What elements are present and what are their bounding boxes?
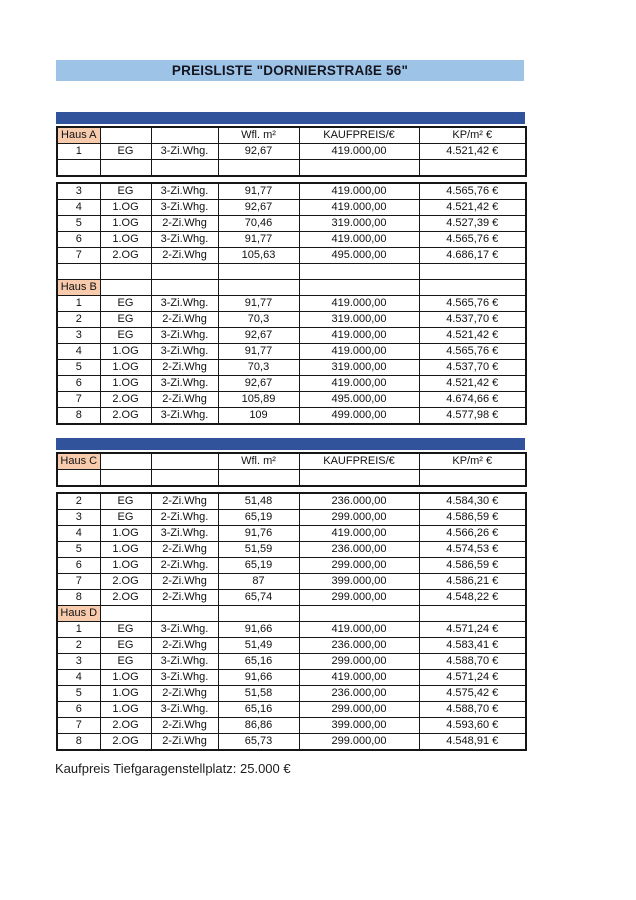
- price-per-sqm: 4.574,53 €: [419, 542, 526, 558]
- apartment-row: [57, 686, 526, 702]
- purchase-price: 419.000,00: [299, 200, 419, 216]
- price-per-sqm: 4.686,17 €: [419, 248, 526, 264]
- floor: 2.OG: [100, 734, 151, 751]
- apartment-no: 1: [57, 144, 100, 160]
- purchase-price: 236.000,00: [299, 493, 419, 510]
- area-sqm: 109: [218, 408, 299, 425]
- purchase-price: [299, 470, 419, 487]
- apartment-no: 2: [57, 638, 100, 654]
- apartment-no: 3: [57, 328, 100, 344]
- apartment-type: 3-Zi.Whg.: [151, 702, 218, 718]
- price-grid-segment: [56, 182, 527, 425]
- area-sqm: [218, 470, 299, 487]
- price-per-sqm: 4.586,59 €: [419, 558, 526, 574]
- purchase-price: 299.000,00: [299, 510, 419, 526]
- floor: 2.OG: [100, 718, 151, 734]
- apartment-row: [57, 183, 526, 200]
- apartment-row: [57, 216, 526, 232]
- price-per-sqm: 4.593,60 €: [419, 718, 526, 734]
- apartment-type: 3-Zi.Whg.: [151, 296, 218, 312]
- price-per-sqm: 4.586,59 €: [419, 510, 526, 526]
- price-per-sqm: 4.583,41 €: [419, 638, 526, 654]
- apartment-row: [57, 702, 526, 718]
- page-title: PREISLISTE "DORNIERSTRAßE 56": [56, 60, 524, 81]
- area-sqm: 65,19: [218, 510, 299, 526]
- apartment-type: [151, 160, 218, 177]
- price-per-sqm: 4.537,70 €: [419, 360, 526, 376]
- area-sqm: 91,77: [218, 183, 299, 200]
- empty-row: [57, 160, 526, 177]
- floor: 1.OG: [100, 542, 151, 558]
- apartment-no: 6: [57, 376, 100, 392]
- purchase-price: 319.000,00: [299, 216, 419, 232]
- price-per-sqm: 4.548,91 €: [419, 734, 526, 751]
- floor: 1.OG: [100, 376, 151, 392]
- area-sqm-header: Wfl. m²: [218, 453, 299, 470]
- floor: EG: [100, 296, 151, 312]
- area-sqm: 87: [218, 574, 299, 590]
- area-sqm: 86,86: [218, 718, 299, 734]
- price-per-sqm: 4.565,76 €: [419, 183, 526, 200]
- apartment-no: 8: [57, 590, 100, 606]
- price-per-sqm: 4.527,39 €: [419, 216, 526, 232]
- apartment-no: 7: [57, 574, 100, 590]
- floor-header: [100, 127, 151, 144]
- price-per-sqm: 4.521,42 €: [419, 376, 526, 392]
- purchase-price: 495.000,00: [299, 392, 419, 408]
- purchase-price: [299, 160, 419, 177]
- area-sqm: 65,16: [218, 654, 299, 670]
- floor: EG: [100, 328, 151, 344]
- apartment-type-header: [151, 127, 218, 144]
- apartment-no: 7: [57, 248, 100, 264]
- area-sqm: [218, 160, 299, 177]
- purchase-price: [299, 280, 419, 296]
- area-sqm: [218, 606, 299, 622]
- apartment-type: 3-Zi.Whg.: [151, 200, 218, 216]
- purchase-price: 319.000,00: [299, 312, 419, 328]
- area-sqm: 91,66: [218, 622, 299, 638]
- purchase-price: 299.000,00: [299, 654, 419, 670]
- apartment-type: 2-Zi.Whg: [151, 590, 218, 606]
- apartment-type: 3-Zi.Whg.: [151, 408, 218, 425]
- floor: 1.OG: [100, 360, 151, 376]
- price-per-sqm: 4.537,70 €: [419, 312, 526, 328]
- price-per-sqm: 4.588,70 €: [419, 702, 526, 718]
- area-sqm: 92,67: [218, 200, 299, 216]
- apartment-row: [57, 558, 526, 574]
- apartment-no: 5: [57, 360, 100, 376]
- area-sqm: 105,63: [218, 248, 299, 264]
- price-per-sqm: 4.548,22 €: [419, 590, 526, 606]
- apartment-type: 3-Zi.Whg.: [151, 670, 218, 686]
- price-per-sqm-header: KP/m² €: [419, 127, 526, 144]
- apartment-type: 2-Zi.Whg: [151, 542, 218, 558]
- area-sqm: 92,67: [218, 328, 299, 344]
- apartment-type-header: [151, 453, 218, 470]
- floor: [100, 280, 151, 296]
- apartment-no: 8: [57, 734, 100, 751]
- apartment-no: [57, 160, 100, 177]
- area-sqm: 65,73: [218, 734, 299, 751]
- area-sqm: 51,48: [218, 493, 299, 510]
- apartment-no: [57, 264, 100, 280]
- purchase-price: 419.000,00: [299, 670, 419, 686]
- apartment-row: [57, 526, 526, 542]
- apartment-row: [57, 590, 526, 606]
- floor: EG: [100, 144, 151, 160]
- area-sqm: 51,58: [218, 686, 299, 702]
- apartment-type: 2-Zi.Whg.: [151, 510, 218, 526]
- area-sqm: 105,89: [218, 392, 299, 408]
- area-sqm: [218, 280, 299, 296]
- price-per-sqm: 4.575,42 €: [419, 686, 526, 702]
- apartment-no: 3: [57, 510, 100, 526]
- apartment-row: [57, 232, 526, 248]
- section-row-haus-b: [57, 280, 526, 296]
- price-per-sqm: 4.565,76 €: [419, 232, 526, 248]
- floor: 2.OG: [100, 248, 151, 264]
- area-sqm: 70,3: [218, 312, 299, 328]
- apartment-no: 6: [57, 558, 100, 574]
- price-per-sqm: 4.674,66 €: [419, 392, 526, 408]
- apartment-no: 7: [57, 718, 100, 734]
- floor: [100, 470, 151, 487]
- apartment-type: [151, 280, 218, 296]
- apartment-row: [57, 392, 526, 408]
- price-per-sqm: [419, 160, 526, 177]
- apartment-no: 3: [57, 183, 100, 200]
- apartment-no: 4: [57, 344, 100, 360]
- apartment-row: [57, 493, 526, 510]
- apartment-type: 3-Zi.Whg.: [151, 344, 218, 360]
- purchase-price: 419.000,00: [299, 376, 419, 392]
- floor: 1.OG: [100, 526, 151, 542]
- haus-label: Haus B: [57, 280, 100, 296]
- apartment-row: [57, 248, 526, 264]
- price-per-sqm: [419, 470, 526, 487]
- price-per-sqm: 4.521,42 €: [419, 328, 526, 344]
- price-per-sqm: 4.588,70 €: [419, 654, 526, 670]
- apartment-row: [57, 734, 526, 751]
- purchase-price: 419.000,00: [299, 296, 419, 312]
- apartment-no: 3: [57, 654, 100, 670]
- floor: EG: [100, 183, 151, 200]
- apartment-type: 2-Zi.Whg: [151, 493, 218, 510]
- price-per-sqm: 4.586,21 €: [419, 574, 526, 590]
- empty-row: [57, 470, 526, 487]
- apartment-row: [57, 670, 526, 686]
- area-sqm: 91,77: [218, 232, 299, 248]
- purchase-price: 419.000,00: [299, 183, 419, 200]
- purchase-price: 299.000,00: [299, 702, 419, 718]
- apartment-no: 4: [57, 200, 100, 216]
- apartment-type: 2-Zi.Whg: [151, 392, 218, 408]
- section-row-haus-d: [57, 606, 526, 622]
- purchase-price: 419.000,00: [299, 622, 419, 638]
- price-grid-segment: [56, 492, 527, 751]
- floor: 2.OG: [100, 574, 151, 590]
- apartment-row: [57, 622, 526, 638]
- apartment-type: 3-Zi.Whg.: [151, 232, 218, 248]
- floor: [100, 264, 151, 280]
- price-per-sqm: 4.584,30 €: [419, 493, 526, 510]
- price-per-sqm: 4.565,76 €: [419, 344, 526, 360]
- apartment-row: [57, 312, 526, 328]
- haus-label: Haus D: [57, 606, 100, 622]
- purchase-price: 419.000,00: [299, 328, 419, 344]
- purchase-price: [299, 264, 419, 280]
- price-per-sqm: 4.577,98 €: [419, 408, 526, 425]
- area-sqm: 92,67: [218, 144, 299, 160]
- apartment-no: 5: [57, 686, 100, 702]
- purchase-price: [299, 606, 419, 622]
- apartment-no: 5: [57, 542, 100, 558]
- price-per-sqm: 4.565,76 €: [419, 296, 526, 312]
- table-top-band: [56, 112, 525, 124]
- area-sqm-header: Wfl. m²: [218, 127, 299, 144]
- price-table-haus-c-d: [56, 438, 525, 751]
- apartment-type: 2-Zi.Whg: [151, 718, 218, 734]
- apartment-type: 3-Zi.Whg.: [151, 144, 218, 160]
- apartment-row: [57, 376, 526, 392]
- apartment-row: [57, 200, 526, 216]
- floor: 1.OG: [100, 200, 151, 216]
- purchase-price: 299.000,00: [299, 590, 419, 606]
- column-header-row: [57, 127, 526, 144]
- apartment-type: 2-Zi.Whg: [151, 574, 218, 590]
- purchase-price: 419.000,00: [299, 144, 419, 160]
- purchase-price-header: KAUFPREIS/€: [299, 453, 419, 470]
- area-sqm: 92,67: [218, 376, 299, 392]
- area-sqm: 91,66: [218, 670, 299, 686]
- price-per-sqm: [419, 606, 526, 622]
- floor-header: [100, 453, 151, 470]
- apartment-no: 1: [57, 296, 100, 312]
- floor: 1.OG: [100, 686, 151, 702]
- apartment-no: 8: [57, 408, 100, 425]
- apartment-type: 3-Zi.Whg.: [151, 654, 218, 670]
- price-per-sqm: 4.571,24 €: [419, 622, 526, 638]
- apartment-row: [57, 296, 526, 312]
- haus-label: Haus C: [57, 453, 100, 470]
- area-sqm: 91,77: [218, 344, 299, 360]
- apartment-row: [57, 510, 526, 526]
- floor: 1.OG: [100, 558, 151, 574]
- apartment-no: 6: [57, 232, 100, 248]
- area-sqm: 70,46: [218, 216, 299, 232]
- purchase-price: 299.000,00: [299, 558, 419, 574]
- apartment-type: 2-Zi.Whg: [151, 360, 218, 376]
- apartment-no: [57, 470, 100, 487]
- floor: 1.OG: [100, 344, 151, 360]
- floor: 1.OG: [100, 702, 151, 718]
- apartment-no: 2: [57, 312, 100, 328]
- apartment-row: [57, 360, 526, 376]
- purchase-price: 319.000,00: [299, 360, 419, 376]
- apartment-no: 6: [57, 702, 100, 718]
- area-sqm: 65,16: [218, 702, 299, 718]
- apartment-row: [57, 718, 526, 734]
- floor: 1.OG: [100, 670, 151, 686]
- empty-row: [57, 264, 526, 280]
- apartment-no: 2: [57, 493, 100, 510]
- floor: EG: [100, 493, 151, 510]
- price-per-sqm: 4.566,26 €: [419, 526, 526, 542]
- purchase-price: 399.000,00: [299, 718, 419, 734]
- floor: [100, 160, 151, 177]
- apartment-row: [57, 542, 526, 558]
- floor: 2.OG: [100, 408, 151, 425]
- floor: EG: [100, 510, 151, 526]
- apartment-row: [57, 408, 526, 425]
- purchase-price: 419.000,00: [299, 344, 419, 360]
- floor: EG: [100, 638, 151, 654]
- apartment-type: [151, 606, 218, 622]
- apartment-row: [57, 344, 526, 360]
- purchase-price: 419.000,00: [299, 232, 419, 248]
- haus-label: Haus A: [57, 127, 100, 144]
- purchase-price: 495.000,00: [299, 248, 419, 264]
- apartment-type: 3-Zi.Whg.: [151, 376, 218, 392]
- area-sqm: [218, 264, 299, 280]
- price-grid-segment: [56, 126, 527, 177]
- purchase-price: 299.000,00: [299, 734, 419, 751]
- garage-price-note: Kaufpreis Tiefgaragenstellplatz: 25.000 €: [55, 761, 291, 776]
- area-sqm: 51,49: [218, 638, 299, 654]
- price-per-sqm: 4.521,42 €: [419, 200, 526, 216]
- floor: 1.OG: [100, 216, 151, 232]
- purchase-price-header: KAUFPREIS/€: [299, 127, 419, 144]
- apartment-row: [57, 144, 526, 160]
- purchase-price: 499.000,00: [299, 408, 419, 425]
- floor: [100, 606, 151, 622]
- purchase-price: 236.000,00: [299, 638, 419, 654]
- apartment-no: 7: [57, 392, 100, 408]
- apartment-no: 5: [57, 216, 100, 232]
- table-top-band: [56, 438, 525, 450]
- apartment-type: 2-Zi.Whg: [151, 312, 218, 328]
- purchase-price: 399.000,00: [299, 574, 419, 590]
- apartment-row: [57, 574, 526, 590]
- area-sqm: 91,77: [218, 296, 299, 312]
- apartment-type: 2-Zi.Whg: [151, 216, 218, 232]
- purchase-price: 236.000,00: [299, 686, 419, 702]
- apartment-type: [151, 264, 218, 280]
- apartment-type: 3-Zi.Whg.: [151, 622, 218, 638]
- apartment-type: 2-Zi.Whg: [151, 686, 218, 702]
- apartment-type: 2-Zi.Whg: [151, 638, 218, 654]
- apartment-type: 2-Zi.Whg.: [151, 558, 218, 574]
- purchase-price: 419.000,00: [299, 526, 419, 542]
- area-sqm: 91,76: [218, 526, 299, 542]
- area-sqm: 51,59: [218, 542, 299, 558]
- price-per-sqm: [419, 280, 526, 296]
- apartment-no: 1: [57, 622, 100, 638]
- floor: 1.OG: [100, 232, 151, 248]
- price-per-sqm: [419, 264, 526, 280]
- price-per-sqm-header: KP/m² €: [419, 453, 526, 470]
- area-sqm: 65,19: [218, 558, 299, 574]
- apartment-no: 4: [57, 670, 100, 686]
- apartment-no: 4: [57, 526, 100, 542]
- floor: EG: [100, 622, 151, 638]
- floor: EG: [100, 654, 151, 670]
- apartment-type: 3-Zi.Whg.: [151, 183, 218, 200]
- apartment-row: [57, 638, 526, 654]
- apartment-type: 2-Zi.Whg: [151, 734, 218, 751]
- floor: EG: [100, 312, 151, 328]
- apartment-type: 2-Zi.Whg: [151, 248, 218, 264]
- price-per-sqm: 4.571,24 €: [419, 670, 526, 686]
- price-table-haus-a-b: [56, 112, 525, 425]
- floor: 2.OG: [100, 590, 151, 606]
- price-per-sqm: 4.521,42 €: [419, 144, 526, 160]
- floor: 2.OG: [100, 392, 151, 408]
- apartment-type: 3-Zi.Whg.: [151, 328, 218, 344]
- apartment-type: 3-Zi.Whg.: [151, 526, 218, 542]
- purchase-price: 236.000,00: [299, 542, 419, 558]
- apartment-row: [57, 654, 526, 670]
- price-grid-segment: [56, 452, 527, 487]
- apartment-type: [151, 470, 218, 487]
- area-sqm: 65,74: [218, 590, 299, 606]
- column-header-row: [57, 453, 526, 470]
- area-sqm: 70,3: [218, 360, 299, 376]
- apartment-row: [57, 328, 526, 344]
